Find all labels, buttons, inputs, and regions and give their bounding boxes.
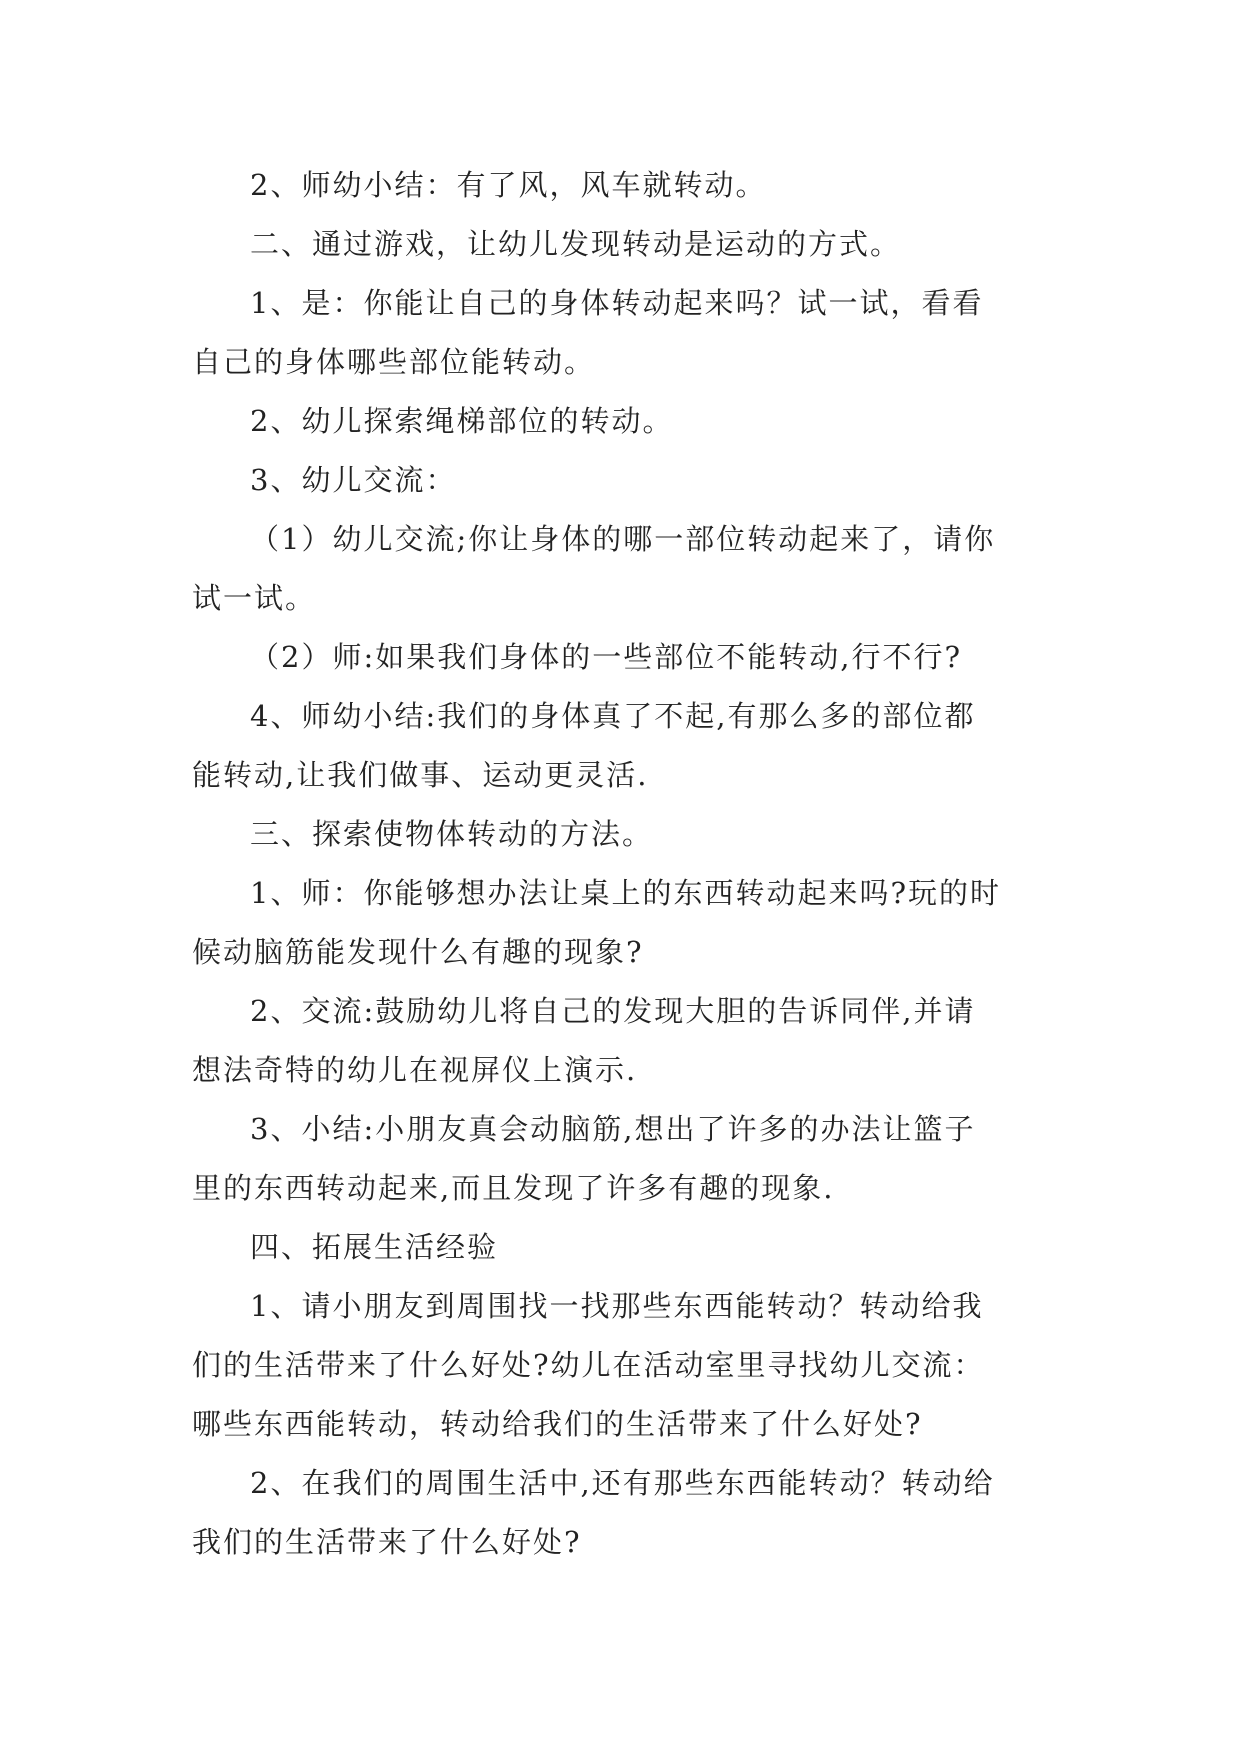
- text-line: 哪些东西能转动，转动给我们的生活带来了什么好处?: [192, 1407, 923, 1441]
- text-line: 1、是：你能让自己的身体转动起来吗？试一试，看看: [250, 286, 984, 320]
- section-heading: 四、拓展生活经验: [250, 1230, 499, 1264]
- text-line: 候动脑筋能发现什么有趣的现象?: [192, 935, 644, 969]
- text-line: 2、师幼小结：有了风，风车就转动。: [250, 168, 767, 202]
- section-heading: 二、通过游戏，让幼儿发现转动是运动的方式。: [250, 227, 902, 261]
- text-line: 里的东西转动起来,而且发现了许多有趣的现象.: [192, 1171, 835, 1205]
- section-heading: 三、探索使物体转动的方法。: [250, 817, 654, 851]
- text-line: 3、小结:小朋友真会动脑筋,想出了许多的办法让篮子: [250, 1112, 976, 1146]
- text-line: 4、师幼小结:我们的身体真了不起,有那么多的部位都: [250, 699, 976, 733]
- text-line: 试一试。: [192, 581, 317, 615]
- text-line: 自己的身体哪些部位能转动。: [192, 345, 596, 379]
- text-line: 我们的生活带来了什么好处?: [192, 1525, 582, 1559]
- text-line: 们的生活带来了什么好处?幼儿在活动室里寻找幼儿交流：: [192, 1348, 985, 1382]
- text-line: 2、在我们的周围生活中,还有那些东西能转动？转动给: [250, 1466, 995, 1500]
- text-line: 2、交流:鼓励幼儿将自己的发现大胆的告诉同伴,并请: [250, 994, 976, 1028]
- text-line: 能转动,让我们做事、运动更灵活.: [192, 758, 649, 792]
- text-line: 1、师：你能够想办法让桌上的东西转动起来吗?玩的时: [250, 876, 1001, 910]
- text-line: （2）师:如果我们身体的一些部位不能转动,行不行?: [250, 640, 962, 674]
- text-line: 1、请小朋友到周围找一找那些东西能转动？转动给我: [250, 1289, 984, 1323]
- text-line: 2、幼儿探索绳梯部位的转动。: [250, 404, 674, 438]
- text-line: 3、幼儿交流：: [250, 463, 457, 497]
- text-line: （1）幼儿交流;你让身体的哪一部位转动起来了，请你: [250, 522, 996, 556]
- text-line: 想法奇特的幼儿在视屏仪上演示.: [192, 1053, 638, 1087]
